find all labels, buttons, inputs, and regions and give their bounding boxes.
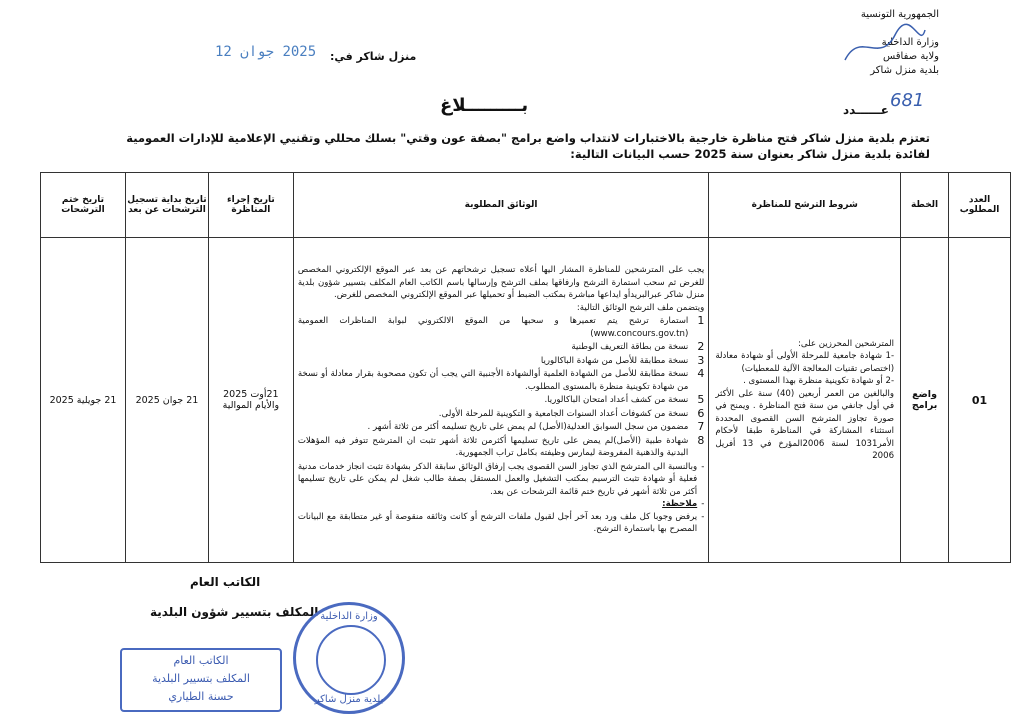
documents-bullet-2: - يرفض وجوبا كل ملف ورد بعد آخر أجل لقبول ملفات الترشح أو كانت وثائقه منقوصة أو غير متطابقة مع البيانات المصرح بها باستمارة الترشح. (297, 511, 705, 535)
cell-reg-start: 21 جوان 2025 (125, 238, 208, 563)
documents-paragraph-1: يجب على المترشحين للمناظرة المشار اليها أعلاه تسجيل ترشحاتهم عن بعد عبر الموقع الإلكتروني المخصص للغرض ثم سحب استمارة الترشح وارفاقها بملف الترشح وإرسالها باسم الكاتب العام المكلف بتسيير شؤون بلدية منزل شاكر عبرالبريدأو ايداعها مباشرة بمكتب الضبط أو تحميلها عبر الموقع الإلكتروني المخصص للغرض. (297, 265, 705, 301)
header-reg-start: تاريخ بداية تسجيل الترشحات عن بعد (125, 173, 208, 238)
intro-paragraph: تعتزم بلدية منزل شاكر فتح مناظرة خارجية بالاختبارات لانتداب واضع برامج "بصفة عون وقتي" بسلك محللي وتقنيي الإعلامية للإدارات العمومية لفائدة بلدية منزل شاكر بعنوان سنة 2025 حسب البيانات التالية: (126, 131, 930, 161)
list-item: 1 استمارة ترشح يتم تعميرها و سحبها من الموقع الالكتروني لبوابة المناظرات العمومية (www.concours.gov.tn) (297, 314, 705, 339)
signature-title: الكاتب العام (190, 575, 261, 589)
list-item: 3 نسخة مطابقة للأصل من شهادة الباكالوريا (540, 353, 705, 367)
reference-number: 681 (890, 90, 925, 111)
cell-conditions (709, 238, 901, 563)
date-stamp: 2025 جوان 12 (215, 44, 317, 60)
condition-2: -2 أو شهادة تكوينية منظرة بهذا المستوى . (743, 376, 895, 386)
ministry-label: وزارة الداخلية (881, 37, 939, 48)
table-header-row (41, 173, 1011, 238)
municipality-label: بلدية منزل شاكر (870, 65, 939, 76)
cell-reg-end: 21 جويلية 2025 (41, 238, 126, 563)
list-item: 8 شهادة طبية (الأصل)لم يمض على تاريخ تسليمها أكثرمن ثلاثة أشهر تثبت ان المترشح تتوفر فيه المؤهلات البدنية والذهنية المفروضة ليمارس وظيفته بكامل تراب الجمهورية. (297, 433, 705, 459)
list-item: 6 نسخة من كشوفات أعداد السنوات الجامعية و التكوينية للمرحلة الأولى. (438, 406, 705, 420)
place-label: منزل شاكر في: (330, 50, 417, 63)
condition-1: -1 شهادة جامعية للمرحلة الأولى أو شهادة معادلة (اختصاص تقنيات المعالجة الآلية للمعطيات) (715, 351, 895, 374)
header-documents: الوثائق المطلوبة (293, 173, 708, 238)
documents-bullet-1: - وبالنسبة الى المترشح الذي تجاوز السن القصوى يجب إرفاق الوثائق سابقة الذكر بشهادة تثبت انجاز خدمات مدنية فعلية أو شهادة تثبت الترسيم بمكتب التشغيل والعمل المستقل بصفة طالب شغل لم يمكن على تاريخ تسليمها أكثر من ثلاثة أشهر في تاريخ ختم قائمة الترشحات عن بعد. (297, 461, 705, 497)
header-reg-end: تاريخ ختم الترشحات (41, 173, 126, 238)
header-conditions: شروط الترشح للمناظرة (709, 173, 901, 238)
documents-list (298, 315, 704, 460)
reference-label: عــــــدد (843, 103, 889, 117)
conditions-intro: المترشحين المحرزين على: (798, 338, 895, 349)
signature-scrawl-icon (840, 20, 930, 70)
seal-emblem-icon (316, 625, 386, 695)
official-seal: وزارة الداخلية بلدية منزل شاكر (293, 602, 405, 714)
list-item: 7 مضمون من سجل السوابق العدلية(الأصل) لم يمض على تاريخ تسليمه أكثر من ثلاثة أشهر . (367, 420, 705, 434)
republic-label: الجمهورية التونسية (860, 9, 939, 20)
signature-subtitle: المكلف بتسيير شؤون البلدية (150, 605, 319, 619)
cell-exam-date: 21أوت 2025 والأيام الموالية (208, 238, 293, 563)
list-item: 5 نسخة من كشف أعداد امتحان الباكالوريا. (544, 393, 705, 407)
competition-table (40, 172, 1011, 563)
documents-paragraph-2: ويتضمن ملف الترشح الوثائق التالية: (576, 302, 705, 313)
header-position: الخطة (901, 173, 949, 238)
cell-documents (293, 238, 708, 563)
documents-note: - ملاحظة: (662, 499, 705, 510)
list-item: 2 نسخة من بطاقة التعريف الوطنية (571, 340, 705, 354)
header-exam-date: تاريخ إجراء المناظرة (208, 173, 293, 238)
table-row (41, 238, 1011, 563)
governorate-label: ولاية صفاقس (883, 51, 939, 62)
page-title: بـــــــــلاغ (440, 95, 529, 116)
condition-3: والبالغين من العمر أربعين (40) سنة على الأكثر في أول جانفي من سنة فتح المناظرة . ويمنح في صورة تجاوز المترشح السن القصوى المحددة استثناء المشاركة في المناظرة طبقا لأحكام الأمر1031 لسنة 2006المؤرخ في 13 أفريل 2006 (715, 388, 895, 461)
cell-count: 01 (949, 238, 1011, 563)
list-item: 4 نسخة مطابقة للأصل من الشهادة العلمية أوالشهادة الأجنبية التي يجب أن تكون مصحوبة بقرار معادلة أو نسخة من شهادة تكوينية منظرة بالمستوى المطلوب. (297, 367, 705, 392)
header-count: العدد المطلوب (949, 173, 1011, 238)
official-stamp-rect: الكاتب العام المكلف بتسيير البلدية حسنة الطياري (120, 648, 282, 712)
cell-position: واضع برامج (901, 238, 949, 563)
